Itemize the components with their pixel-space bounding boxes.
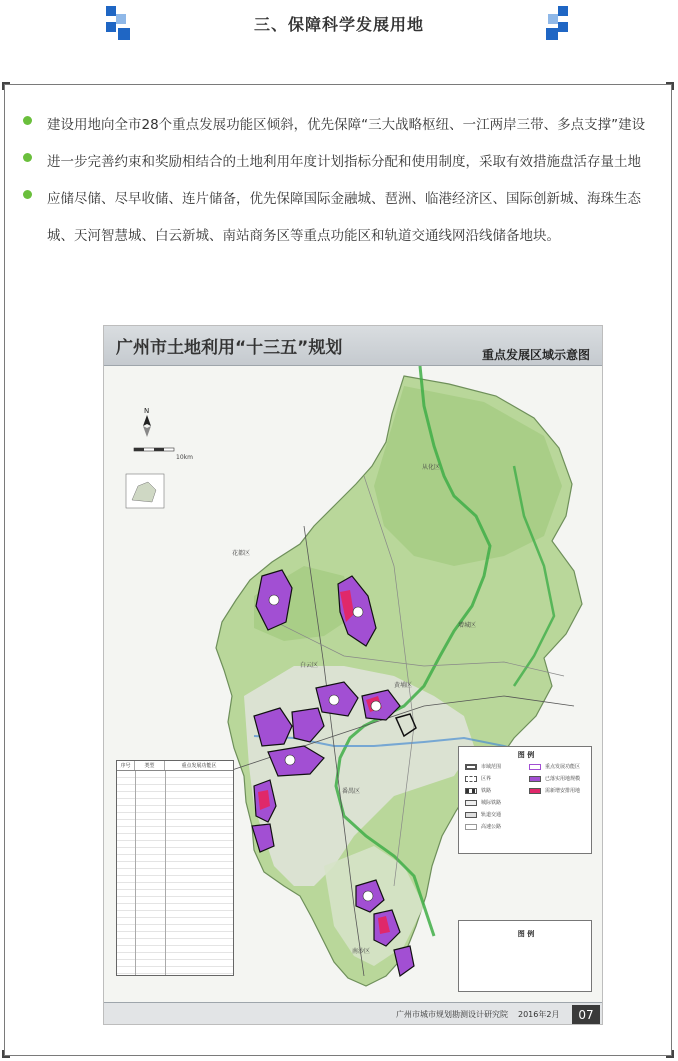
legend-swatch xyxy=(465,800,477,806)
zone-number-marker xyxy=(269,595,279,605)
place-label-huadu: 花都区 xyxy=(232,550,251,557)
legend-title: 图 例 xyxy=(517,930,535,938)
frame-corner xyxy=(666,1050,674,1058)
section-header xyxy=(0,0,678,60)
green-dot-icon xyxy=(23,116,32,125)
legend-label: 已落实用地规模 xyxy=(545,776,581,782)
bullet-text: 建设用地向全市28个重点发展功能区倾斜，优先保障“三大战略枢纽、一江两岸三带、多点支撑”建设 xyxy=(47,117,646,133)
section-title: 三、保障科学发展用地 xyxy=(253,15,424,34)
legend-swatch xyxy=(465,764,477,770)
legend-swatch xyxy=(465,824,477,830)
legend-item xyxy=(529,775,591,783)
legend-item xyxy=(465,823,525,831)
scale-bar xyxy=(134,448,174,451)
zone-number-marker xyxy=(353,607,363,617)
planning-map xyxy=(103,325,603,1025)
map-legend xyxy=(458,746,592,854)
legend-label: 城际铁路 xyxy=(481,800,502,806)
green-dot-icon xyxy=(23,153,32,162)
zone-number-marker xyxy=(371,701,381,711)
table-column-divider xyxy=(135,771,136,975)
place-label-huangpu: 黄埔区 xyxy=(394,682,413,689)
legend-item xyxy=(465,775,525,783)
frame-corner xyxy=(666,82,674,90)
legend-swatch xyxy=(529,764,541,770)
place-label-baiyun: 白云区 xyxy=(300,662,319,669)
place-label-zengcheng: 增城区 xyxy=(458,622,477,629)
map-subtitle: 重点发展区域示意图 xyxy=(481,348,590,362)
scale-label: 10km xyxy=(176,454,193,461)
legend-item xyxy=(465,787,525,795)
legend-swatch xyxy=(465,776,477,782)
bullet-item xyxy=(23,144,665,181)
green-dot-icon xyxy=(23,190,32,199)
map-footer-date: 2016年2月 xyxy=(518,1010,560,1019)
map-footer xyxy=(104,1002,603,1025)
bullet-text: 应储尽储、尽早收储、连片储备，优先保障国际金融城、琶洲、临港经济区、国际创新城、海珠生态城、天河智慧城、白云新城、南站商务区等重点功能区和轨道交通线网沿线储备地块。 xyxy=(47,191,641,244)
zone-number-marker xyxy=(363,891,373,901)
map-body xyxy=(104,366,603,1002)
place-label-conghua: 从化区 xyxy=(422,464,441,471)
table-header-cell: 类型 xyxy=(135,761,165,770)
map-footer-organization: 广州市城市规划勘测设计研究院 xyxy=(396,1010,508,1019)
map-secondary-legend xyxy=(458,920,592,992)
compass-icon xyxy=(138,406,156,442)
legend-label: 市域范围 xyxy=(481,764,502,770)
legend-swatch xyxy=(465,812,477,818)
legend-item xyxy=(529,787,591,795)
legend-label: 需新增安排用地 xyxy=(545,788,581,794)
legend-swatch xyxy=(465,788,477,794)
map-page-number: 07 xyxy=(572,1005,600,1025)
table-header-cell: 序号 xyxy=(117,761,135,770)
place-label-nansha: 南沙区 xyxy=(352,948,371,955)
table-header-row xyxy=(117,761,233,771)
legend-item xyxy=(465,763,525,771)
zone-number-marker xyxy=(329,695,339,705)
bullet-item xyxy=(23,181,665,255)
legend-label: 重点发展功能区 xyxy=(545,764,581,770)
zone-number-marker xyxy=(285,755,295,765)
legend-swatch xyxy=(529,776,541,782)
legend-title: 图 例 xyxy=(517,751,535,759)
map-title: 广州市土地利用“十三五”规划 xyxy=(116,338,343,358)
frame-corner xyxy=(2,1050,10,1058)
bullet-list xyxy=(23,107,665,255)
legend-label: 高速公路 xyxy=(481,824,502,830)
header-decoration-right-icon xyxy=(546,6,572,40)
bullet-item xyxy=(23,107,665,144)
frame-corner xyxy=(2,82,10,90)
table-column-divider xyxy=(165,771,166,975)
legend-label: 区界 xyxy=(481,776,492,782)
legend-swatch xyxy=(529,788,541,794)
table-header-cell: 重点发展功能区 xyxy=(181,763,217,769)
legend-label: 铁路 xyxy=(481,788,492,794)
legend-item xyxy=(465,799,525,807)
place-label-panyu: 番禺区 xyxy=(342,788,361,795)
content-frame xyxy=(4,84,672,1056)
map-header xyxy=(104,326,603,366)
bullet-text: 进一步完善约束和奖励相结合的土地利用年度计划指标分配和使用制度，采取有效措施盘活存量土地 xyxy=(47,154,641,170)
zone-list-table xyxy=(116,760,234,976)
compass-label: N xyxy=(144,407,150,415)
legend-item xyxy=(529,763,591,771)
legend-label: 轨道交通 xyxy=(481,812,502,818)
legend-item xyxy=(465,811,525,819)
